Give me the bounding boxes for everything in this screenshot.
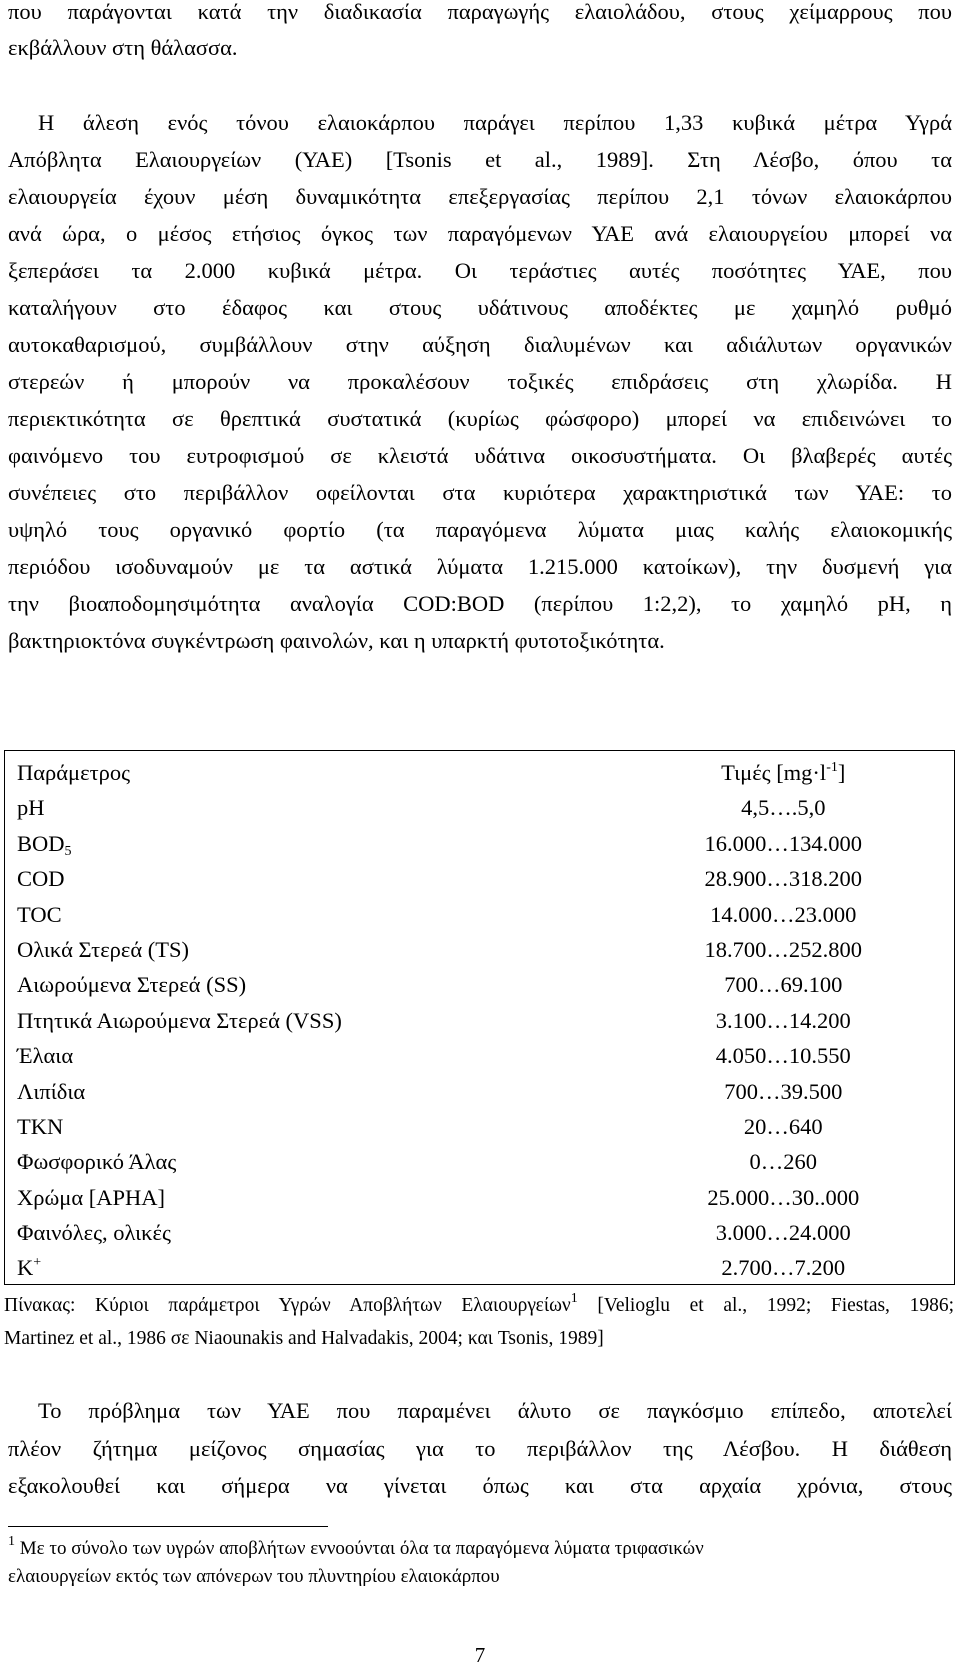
- value-cell: 28.900…318.200: [704, 866, 862, 892]
- value-cell: 14.000…23.000: [710, 901, 857, 927]
- table-row: [5, 1251, 955, 1285]
- paragraph-line: καταλήγουν στο έδαφος και στους υδάτινους αποδέκτες με χαμηλό ρυθμό: [8, 295, 952, 320]
- parameter-cell: Φαινόλες, ολικές: [17, 1220, 171, 1246]
- parameter-cell: Λιπίδια: [17, 1078, 86, 1104]
- parameter-cell: Πτητικά Αιωρούμενα Στερεά (VSS): [17, 1007, 342, 1033]
- paragraph-line: εξακολουθεί και σήμερα να γίνεται όπως και στα αρχαία χρόνια, στους: [8, 1473, 952, 1498]
- parameter-cell: Αιωρούμενα Στερεά (SS): [17, 972, 247, 998]
- paragraph-line: ξεπεράσει τα 2.000 κυβικά μέτρα. Οι τεράστιες αυτές ποσότητες ΥΑΕ, που: [8, 258, 952, 283]
- paragraph-line: βακτηριοκτόνα συγκέντρωση φαινολών, και η υπαρκτή φυτοτοξικότητα.: [8, 628, 665, 653]
- paragraph-line: ελαιουργεία έχουν μέση δυναμικότητα επεξεργασίας περίπου 2,1 τόνων ελαιοκάρπου: [8, 184, 952, 209]
- table-row: [5, 826, 955, 861]
- value-cell: 700…39.500: [724, 1078, 843, 1104]
- footnote-continued: ελαιουργείων εκτός των απόνερων του πλυντηρίου ελαιοκάρπου: [8, 1566, 500, 1587]
- value-cell: 3.100…14.200: [715, 1007, 851, 1033]
- paragraph-line: φαινόμενο του ευτροφισμού σε κλειστά υδάτινα οικοσυστήματα. Οι βλαβερές αυτές: [8, 443, 952, 468]
- table-row: [5, 790, 955, 825]
- table-row: [5, 897, 955, 932]
- value-cell: 700…69.100: [724, 972, 843, 998]
- parameter-cell: COD: [17, 866, 65, 892]
- table-row: [5, 1144, 955, 1179]
- paragraph-line: ανά ώρα, ο μέσος ετήσιος όγκος των παραγόμενων ΥΑΕ ανά ελαιουργείου μπορεί να: [8, 221, 952, 246]
- table-row: [5, 1003, 955, 1038]
- footnote-separator: [8, 1526, 328, 1527]
- page-number: 7: [474, 1643, 486, 1667]
- paragraph-line: συνέπειες στο περιβάλλον οφείλονται στα κυριότερα χαρακτηριστικά των ΥΑΕ: το: [8, 480, 952, 505]
- table-header-parameter: Παράμετρος: [17, 760, 130, 785]
- table-row: [5, 1180, 955, 1215]
- table-row: [5, 1038, 955, 1073]
- table-caption: Πίνακας: Κύριοι παράμετροι Υγρών Αποβλήτων Ελαιουργείων$^1$ [Velioglu et al., 1992; Fiestas, 1986;: [4, 1291, 954, 1316]
- footnote-marker: 1: [8, 1534, 15, 1549]
- paragraph-line: εκβάλλουν στη θάλασσα.: [8, 35, 238, 60]
- parameter-cell: Φωσφορικό Άλας: [17, 1149, 177, 1175]
- value-cell: 4,5….5,0: [741, 795, 826, 821]
- table-row: [5, 932, 955, 967]
- table-row: [5, 967, 955, 1002]
- table-row: [5, 1215, 955, 1250]
- table-caption-continued: Martinez et al., 1986 σε Niaounakis and Halvadakis, 2004; και Tsonis, 1989]: [4, 1328, 604, 1349]
- paragraph-line: υψηλό τους οργανικό φορτίο (τα παραγόμενα λύματα μιας καλής ελαιοκομικής: [8, 517, 952, 542]
- value-cell: 2.700…7.200: [721, 1254, 846, 1280]
- footnote: $^1$ Με το σύνολο των υγρών αποβλήτων εννοούνται όλα τα παραγόμενα λύματα τριφασικών: [8, 1534, 704, 1559]
- paragraph-line: Η άλεση ενός τόνου ελαιοκάρπου παράγει περίπου 1,33 κυβικά μέτρα Υγρά: [38, 110, 952, 135]
- paragraph-line: στερεών ή μπορούν να προκαλέσουν τοξικές επιδράσεις στη χλωρίδα. Η: [8, 369, 952, 394]
- value-cell: 0…260: [749, 1149, 817, 1175]
- table-row: [5, 1109, 955, 1144]
- parameters-table: [4, 750, 955, 1285]
- paragraph-line: περιόδου ισοδυναμούν με τα αστικά λύματα 1.215.000 κατοίκων), την δυσμενή για: [8, 554, 952, 579]
- parameter-cell: pH: [17, 795, 45, 821]
- paragraph-line: περιεκτικότητα σε θρεπτικά συστατικά (κυρίως φώσφορο) μπορεί να επιδεινώνει το: [8, 406, 952, 431]
- table-row: [5, 861, 955, 896]
- value-cell: 18.700…252.800: [704, 937, 862, 963]
- parameter-cell: Χρώμα [APHA]: [17, 1184, 166, 1210]
- parameter-cell: TOC: [17, 901, 62, 927]
- value-cell: 20…640: [743, 1114, 823, 1140]
- value-cell: 25.000…30..000: [707, 1184, 860, 1210]
- parameter-cell: Έλαια: [17, 1043, 74, 1069]
- paragraph-line: που παράγονται κατά την διαδικασία παραγωγής ελαιολάδου, στους χείμαρρους που: [8, 0, 952, 24]
- paragraph-line: Το πρόβλημα των ΥΑΕ που παραμένει άλυτο σε παγκόσμιο επίπεδο, αποτελεί: [38, 1398, 952, 1423]
- value-cell: 3.000…24.000: [715, 1220, 851, 1246]
- value-cell: 4.050…10.550: [715, 1043, 851, 1069]
- table-header-row: [5, 751, 955, 791]
- paragraph-line: Απόβλητα Ελαιουργείων (ΥΑΕ) [Tsonis et al., 1989]. Στη Λέσβο, όπου τα: [8, 147, 952, 172]
- table-header-values: Τιμές $[mg\cdot l^{-1}]$: [721, 760, 846, 785]
- table-row: [5, 1074, 955, 1109]
- paragraph-line: πλέον ζήτημα μείζονος σημασίας για το περιβάλλον της Λέσβου. Η διάθεση: [8, 1436, 952, 1461]
- value-cell: 16.000…134.000: [704, 830, 862, 856]
- parameter-cell: Ολικά Στερεά (TS): [17, 937, 190, 963]
- paragraph-line: την βιοαποδομησιμότητα αναλογία COD:BOD (περίπου 1:2,2), το χαμηλό pH, η: [8, 591, 952, 616]
- paragraph-line: αυτοκαθαρισμού, συμβάλλουν στην αύξηση διαλυμένων και αδιάλυτων οργανικών: [8, 332, 952, 357]
- parameter-cell: K+: [17, 1254, 42, 1280]
- parameter-cell: $BOD_5$: [17, 830, 72, 859]
- parameter-cell: TKN: [17, 1114, 64, 1140]
